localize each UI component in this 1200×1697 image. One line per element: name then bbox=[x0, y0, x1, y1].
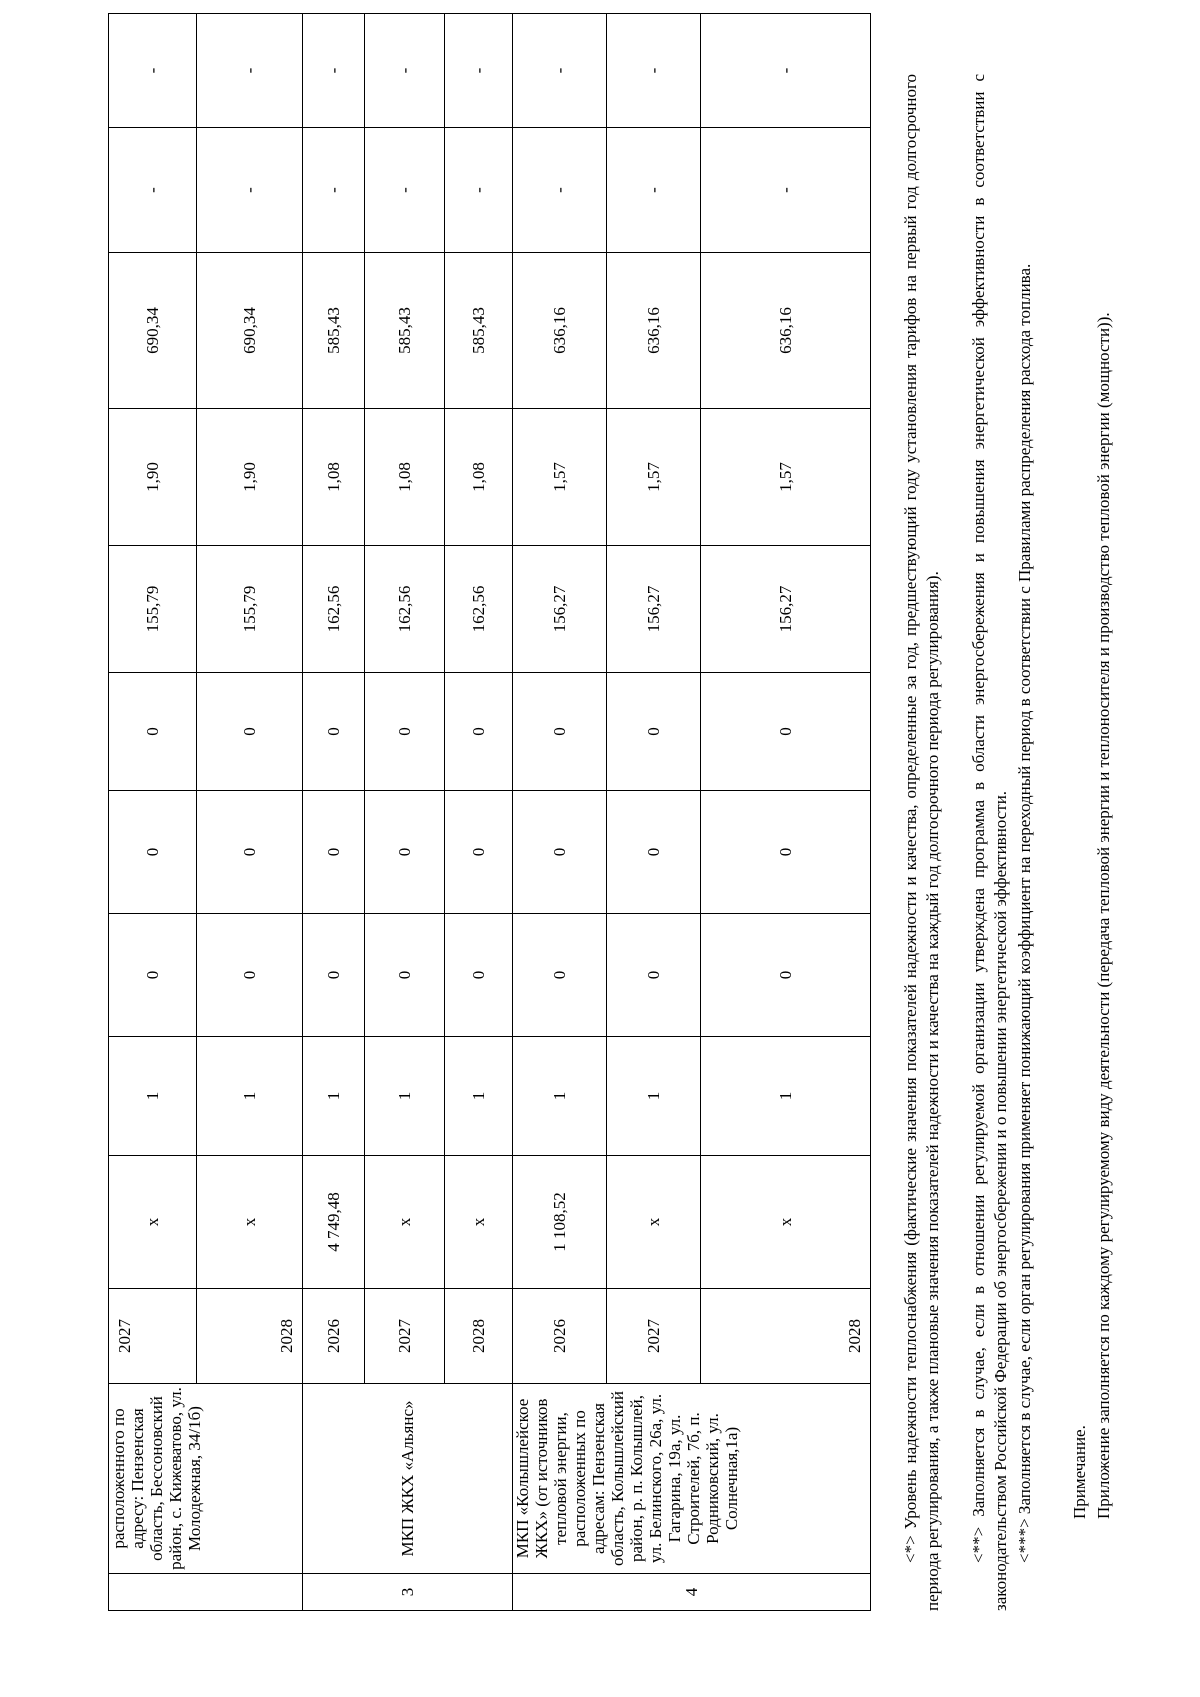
table-row bbox=[109, 14, 197, 1611]
value-cell: 0 bbox=[197, 791, 303, 914]
value-cell: 1 bbox=[303, 1037, 365, 1156]
value-cell: - bbox=[197, 128, 303, 253]
organization-address-cell: расположенного по адресу: Пензенская область, Бессоновский район, с. Кижеватово, ул. Молодежная, 34/1б) bbox=[109, 1384, 303, 1574]
value-cell: 1,57 bbox=[701, 409, 871, 546]
value-cell: 4 749,48 bbox=[303, 1156, 365, 1289]
value-cell: - bbox=[445, 14, 513, 128]
tariff-table bbox=[108, 13, 871, 1611]
value-cell: 0 bbox=[701, 673, 871, 791]
value-cell: 0 bbox=[109, 673, 197, 791]
value-cell: 1,90 bbox=[197, 409, 303, 546]
row-number-cell bbox=[109, 1574, 303, 1611]
value-cell: 1 bbox=[197, 1037, 303, 1156]
value-cell: 1,08 bbox=[365, 409, 445, 546]
footnote-reliability bbox=[900, 74, 944, 1611]
value-cell: 162,56 bbox=[445, 546, 513, 673]
value-cell: 0 bbox=[607, 914, 701, 1037]
value-cell: x bbox=[197, 1156, 303, 1289]
footnote-reduction-coefficient bbox=[1014, 74, 1036, 1611]
value-cell: 155,79 bbox=[197, 546, 303, 673]
value-cell: 636,16 bbox=[513, 253, 607, 409]
value-cell: 0 bbox=[303, 791, 365, 914]
footnote-energy-saving bbox=[968, 74, 1012, 1611]
value-cell: x bbox=[445, 1156, 513, 1289]
value-cell: - bbox=[701, 128, 871, 253]
value-cell: - bbox=[701, 14, 871, 128]
note-label: Примечание. bbox=[1070, 1425, 1089, 1519]
value-cell: 162,56 bbox=[303, 546, 365, 673]
value-cell: 0 bbox=[197, 673, 303, 791]
value-cell: - bbox=[513, 128, 607, 253]
value-cell: x bbox=[365, 1156, 445, 1289]
footnote-text: <***> Заполняется в случае, если орган регулирования применяет понижающий коэффициент на переходный период в соответствии с Правилами распределения расхода топлива. bbox=[1015, 263, 1034, 1563]
organization-name-cell: МКП ЖКХ «Альянс» bbox=[303, 1384, 513, 1574]
value-cell: 156,27 bbox=[513, 546, 607, 673]
value-cell: 0 bbox=[303, 914, 365, 1037]
year-cell: 2028 bbox=[197, 1289, 303, 1384]
year-cell: 2027 bbox=[365, 1289, 445, 1384]
table-row bbox=[445, 14, 513, 1611]
value-cell: 156,27 bbox=[701, 546, 871, 673]
value-cell: - bbox=[607, 128, 701, 253]
value-cell: 1 bbox=[607, 1037, 701, 1156]
value-cell: 0 bbox=[513, 914, 607, 1037]
value-cell: - bbox=[513, 14, 607, 128]
value-cell: 636,16 bbox=[701, 253, 871, 409]
footnote-text: <**> Заполняется в случае, если в отношении регулируемой организации утверждена программа в области энергосбережения и повышения энергетической эффективности в соответствии с законодательством Российской Федерации об энергосбережении и о повышении энергетической эффективности. bbox=[969, 74, 1010, 1611]
value-cell: 0 bbox=[445, 673, 513, 791]
value-cell: 155,79 bbox=[109, 546, 197, 673]
value-cell: - bbox=[109, 14, 197, 128]
value-cell: 1,57 bbox=[607, 409, 701, 546]
note-text: Приложение заполняется по каждому регулируемому виду деятельности (передача тепловой энергии и теплоносителя и производство тепловой энергии (мощности)). bbox=[1094, 312, 1113, 1519]
value-cell: 0 bbox=[607, 791, 701, 914]
table-row bbox=[197, 14, 303, 1611]
value-cell: - bbox=[607, 14, 701, 128]
value-cell: 0 bbox=[513, 673, 607, 791]
value-cell: 162,56 bbox=[365, 546, 445, 673]
value-cell: x bbox=[607, 1156, 701, 1289]
value-cell: 0 bbox=[701, 914, 871, 1037]
value-cell: - bbox=[365, 14, 445, 128]
value-cell: - bbox=[303, 128, 365, 253]
value-cell: 0 bbox=[365, 673, 445, 791]
value-cell: 690,34 bbox=[109, 253, 197, 409]
value-cell: 0 bbox=[445, 791, 513, 914]
year-cell: 2027 bbox=[109, 1289, 197, 1384]
value-cell: - bbox=[197, 14, 303, 128]
organization-name-cell: МКП «Колышлейское ЖКХ» (от источников тепловой энергии, расположенных по адресам: Пензенская область, Колышлейский район, р. п. Колышлей, ул. Белинского, 26а, ул. Гагарина, 19а, ул. Строителей, 7б, п. Родниковский, ул. Солнечная,1а) bbox=[513, 1384, 871, 1574]
value-cell: 156,27 bbox=[607, 546, 701, 673]
row-number-cell: 3 bbox=[303, 1574, 513, 1611]
value-cell: 585,43 bbox=[365, 253, 445, 409]
value-cell: 1 bbox=[701, 1037, 871, 1156]
value-cell: - bbox=[445, 128, 513, 253]
value-cell: 1 bbox=[445, 1037, 513, 1156]
value-cell: x bbox=[109, 1156, 197, 1289]
value-cell: 0 bbox=[109, 791, 197, 914]
value-cell: 0 bbox=[701, 791, 871, 914]
year-cell: 2026 bbox=[303, 1289, 365, 1384]
value-cell: 1,90 bbox=[109, 409, 197, 546]
value-cell: - bbox=[303, 14, 365, 128]
value-cell: 0 bbox=[513, 791, 607, 914]
value-cell: 585,43 bbox=[445, 253, 513, 409]
value-cell: 0 bbox=[303, 673, 365, 791]
table-row bbox=[303, 14, 365, 1611]
value-cell: x bbox=[701, 1156, 871, 1289]
table-row bbox=[365, 14, 445, 1611]
value-cell: 1 bbox=[365, 1037, 445, 1156]
value-cell: 1,57 bbox=[513, 409, 607, 546]
table-row bbox=[513, 14, 607, 1611]
row-number-cell: 4 bbox=[513, 1574, 871, 1611]
value-cell: - bbox=[109, 128, 197, 253]
value-cell: - bbox=[365, 128, 445, 253]
value-cell: 690,34 bbox=[197, 253, 303, 409]
value-cell: 0 bbox=[607, 673, 701, 791]
footnote-text: <*> Уровень надежности теплоснабжения (фактические значения показателей надежности и качества, определенные за год, предшествующий году установления тарифов на первый год долгосрочного периода регулирования, а также плановые значения показателей надежности и качества на каждый год долгосрочного периода регулирования). bbox=[901, 74, 942, 1611]
value-cell: 636,16 bbox=[607, 253, 701, 409]
value-cell: 1 bbox=[513, 1037, 607, 1156]
year-cell: 2027 bbox=[607, 1289, 701, 1384]
value-cell: 0 bbox=[365, 791, 445, 914]
table-row bbox=[701, 14, 871, 1611]
value-cell: 1,08 bbox=[303, 409, 365, 546]
value-cell: 1 108,52 bbox=[513, 1156, 607, 1289]
value-cell: 1 bbox=[109, 1037, 197, 1156]
year-cell: 2028 bbox=[445, 1289, 513, 1384]
value-cell: 0 bbox=[365, 914, 445, 1037]
value-cell: 0 bbox=[109, 914, 197, 1037]
value-cell: 1,08 bbox=[445, 409, 513, 546]
value-cell: 585,43 bbox=[303, 253, 365, 409]
year-cell: 2026 bbox=[513, 1289, 607, 1384]
value-cell: 0 bbox=[197, 914, 303, 1037]
year-cell: 2028 bbox=[701, 1289, 871, 1384]
table-row bbox=[607, 14, 701, 1611]
value-cell: 0 bbox=[445, 914, 513, 1037]
